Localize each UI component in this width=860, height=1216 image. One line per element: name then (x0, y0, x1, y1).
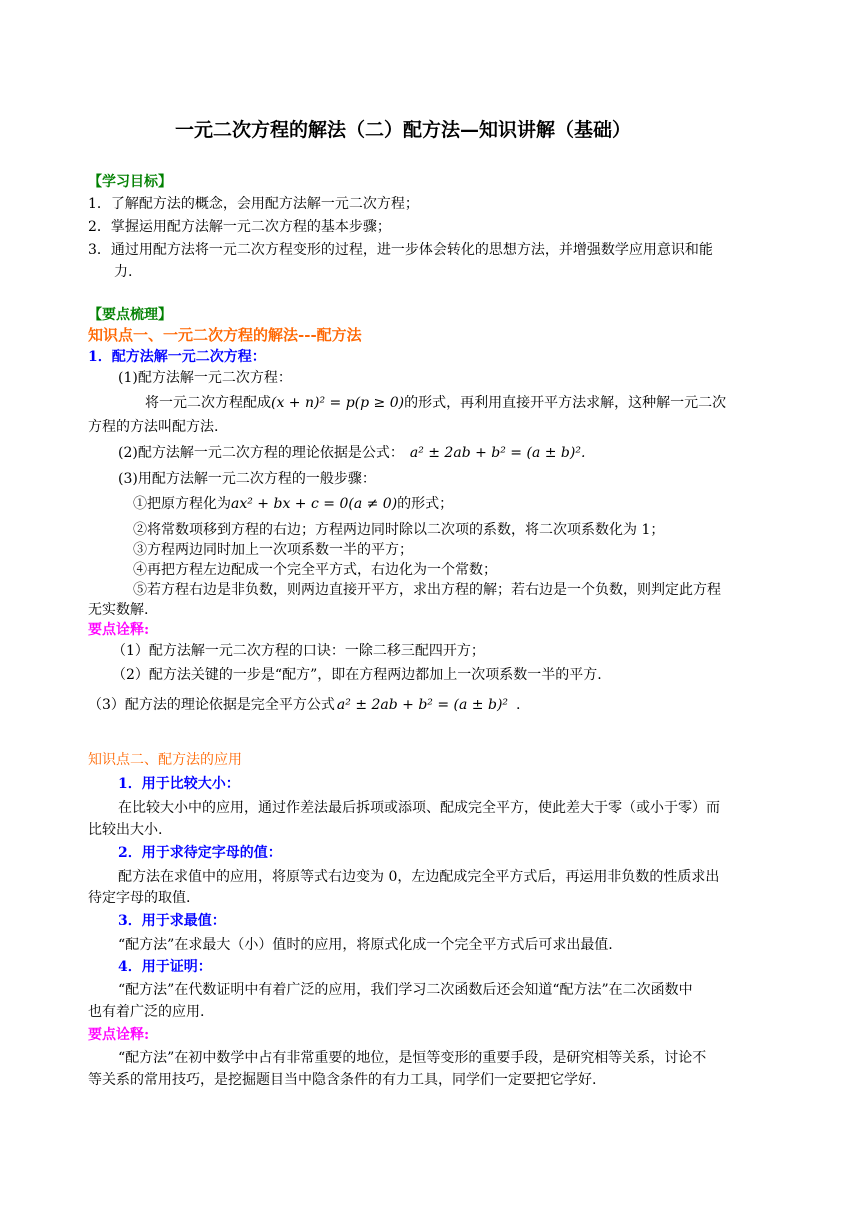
section-heading-k1: 知识点一、一元二次方程的解法---配方法 (88, 326, 362, 344)
paragraph-text: 将一元二次方程配成 (145, 395, 271, 411)
objectives-heading: 【学习目标】 (88, 174, 172, 190)
application-title: 1．用于比较大小： (118, 776, 240, 792)
application-text: 比较出大小. (88, 822, 163, 838)
paragraph-text: 的形式，再利用直接开平方法求解，这种解一元二次 (404, 395, 727, 411)
application-title: 4．用于证明： (118, 959, 212, 975)
note-item: （2）配方法关键的一步是“配方”，即在方程两边都加上一次项系数一半的平方. (112, 667, 602, 683)
step-item: 无实数解. (88, 602, 149, 618)
paragraph-line: 方程的方法叫配方法. (88, 419, 219, 435)
paragraph-label: (1)配方法解一元二次方程： (118, 370, 292, 386)
paragraph-text: (2)配方法解一元二次方程的理论依据是公式： (118, 445, 404, 461)
page-title: 一元二次方程的解法（二）配方法—知识讲解（基础） (175, 119, 632, 141)
formula: a² ± 2ab + b² = (a ± b)² (336, 697, 509, 713)
key-points-heading: 【要点梳理】 (88, 307, 172, 323)
application-text: 待定字母的取值. (88, 890, 191, 906)
note-item: （1）配方法解一元二次方程的口诀：一除二移三配四开方； (112, 643, 485, 659)
section-heading-k2: 知识点二、配方法的应用 (88, 752, 242, 768)
application-text: 配方法在求值中的应用，将原等式右边变为 0，左边配成完全平方式后，再运用非负数的性质求出 (118, 869, 720, 885)
step-text: ①把原方程化为 (133, 496, 231, 512)
note-text: （3）配方法的理论依据是完全平方公式 (88, 697, 335, 713)
step-item: ⑤若方程右边是非负数，则两边直接开平方，求出方程的解；若右边是一个负数，则判定此方程 (133, 582, 721, 598)
note-text: “配方法”在初中数学中占有非常重要的地位，是恒等变形的重要手段，是研究相等关系，讨论不 (118, 1050, 707, 1066)
objective-item: 力. (114, 264, 133, 280)
formula: a² ± 2ab + b² = (a ± b)². (409, 445, 586, 461)
step-item: ③方程两边同时加上一次项系数一半的平方； (133, 542, 413, 558)
application-title: 3．用于求最值： (118, 913, 226, 929)
objective-item: 3．通过用配方法将一元二次方程变形的过程，进一步体会转化的思想方法，并增强数学应用意识和能 (88, 242, 713, 258)
step-item: ④再把方程左边配成一个完全平方式，右边化为一个常数； (133, 562, 497, 578)
objective-item: 2．掌握运用配方法解一元二次方程的基本步骤； (88, 219, 391, 235)
paragraph-line (145, 393, 726, 413)
objective-item: 1．了解配方法的概念，会用配方法解一元二次方程； (88, 196, 419, 212)
formula: ax² + bx + c = 0(a ≠ 0) (231, 496, 398, 512)
application-text: “配方法”在求最大（小）值时的应用，将原式化成一个完全平方式后可求出最值. (118, 937, 613, 953)
note-text: . (516, 697, 521, 713)
note-item (88, 695, 520, 715)
paragraph-line (118, 443, 585, 463)
step-text: 的形式； (397, 496, 454, 512)
note-heading: 要点诠释: (88, 1027, 150, 1043)
application-text: 也有着广泛的应用. (88, 1004, 205, 1020)
note-text: 等关系的常用技巧，是挖掘题目当中隐含条件的有力工具，同学们一定要把它学好. (88, 1072, 597, 1088)
application-title: 2．用于求待定字母的值： (118, 845, 282, 861)
formula: (x + n)² = p(p ≥ 0) (271, 395, 405, 411)
application-text: 在比较大小中的应用，通过作差法最后拆项或添项、配成完全平方，使此差大于零（或小于零）而 (118, 800, 720, 816)
step-item (133, 494, 453, 514)
subsection-title: 1．配方法解一元二次方程： (88, 349, 266, 365)
step-item: ②将常数项移到方程的右边；方程两边同时除以二次项的系数，将二次项系数化为 1； (133, 522, 665, 538)
application-text: “配方法”在代数证明中有着广泛的应用，我们学习二次函数后还会知道“配方法”在二次函数中 (118, 982, 693, 998)
note-heading: 要点诠释: (88, 622, 150, 638)
paragraph-line: (3)用配方法解一元二次方程的一般步骤： (118, 471, 376, 487)
